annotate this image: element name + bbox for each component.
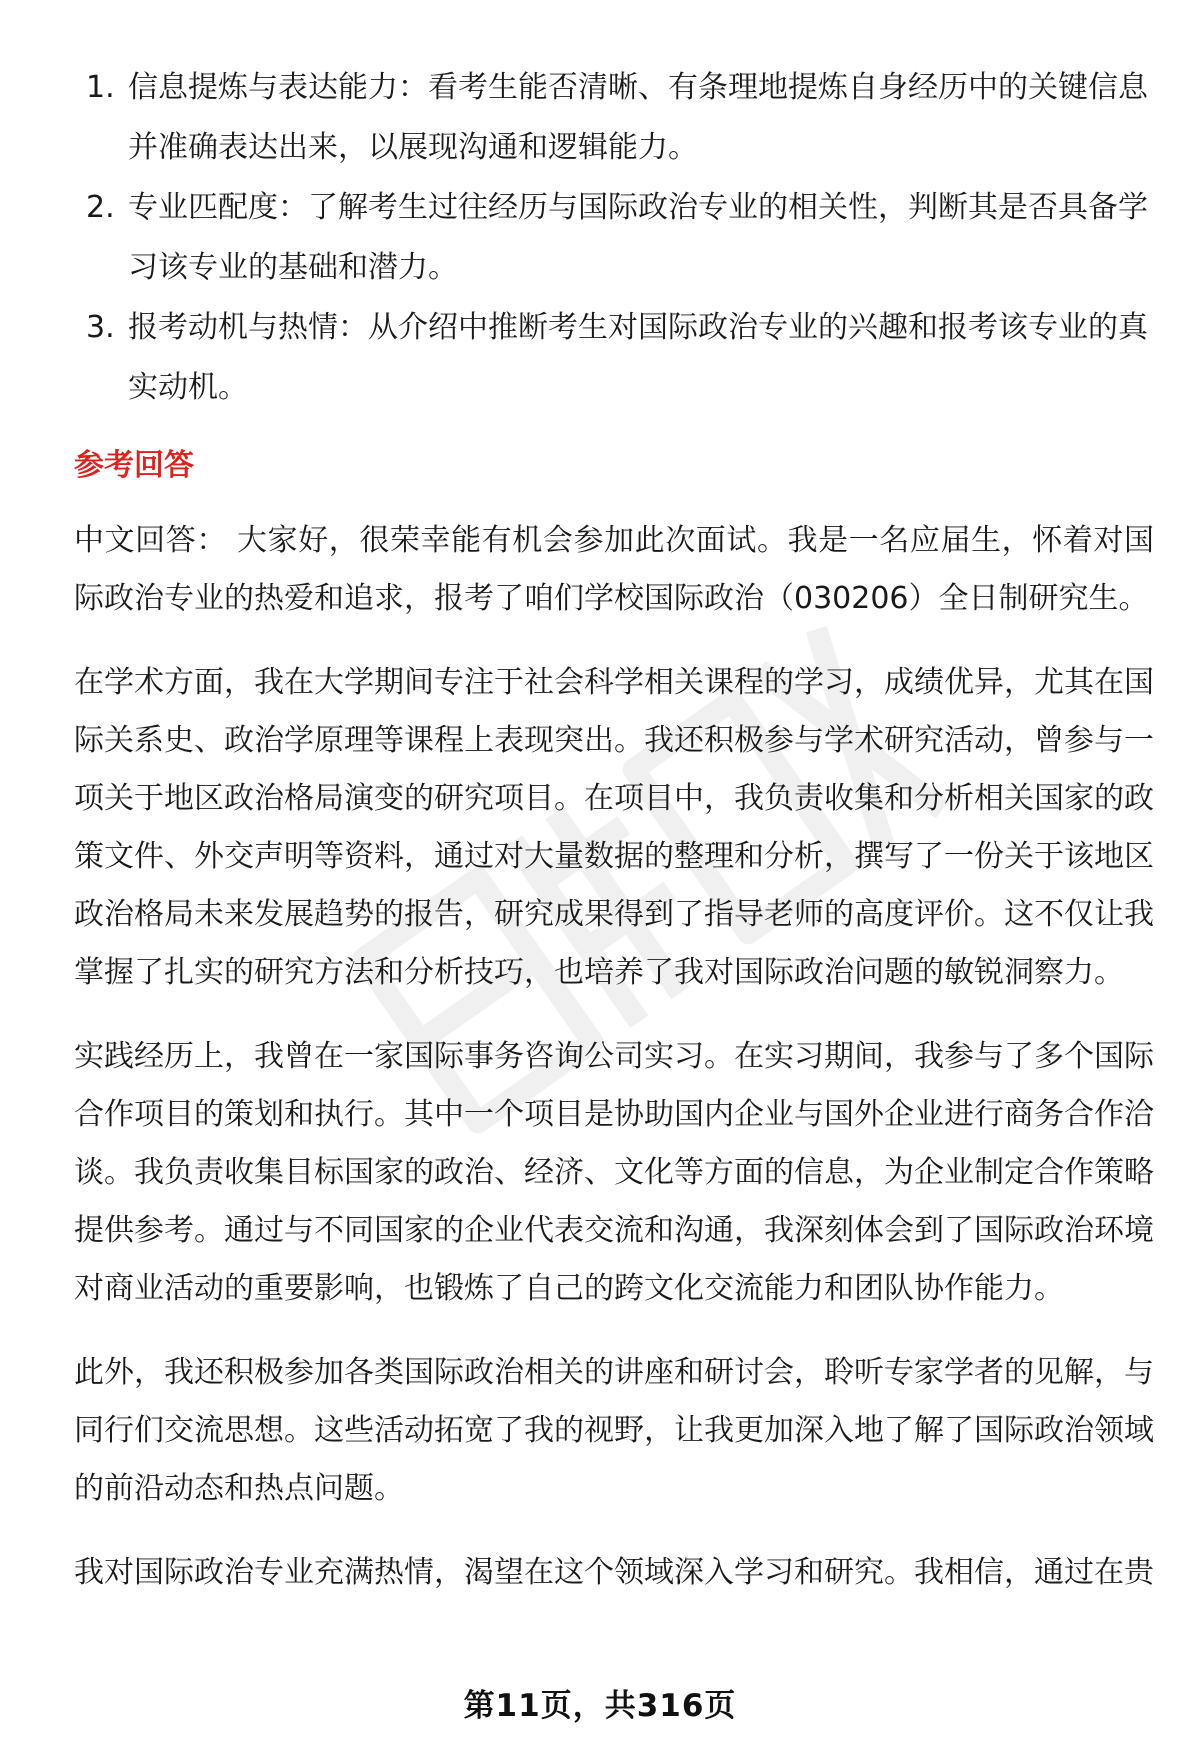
list-item (74, 178, 1154, 298)
content (74, 58, 1154, 1628)
list-item-text: 信息提炼与表达能力：看考生能否清晰、有条理地提炼自身经历中的关键信息并准确表达出来，以展现沟通和逻辑能力。 (128, 70, 1148, 165)
list-item (74, 58, 1154, 178)
list-number: 2. (86, 190, 115, 225)
list-item (74, 298, 1154, 418)
page-number: 第11页，共316页 (463, 1688, 737, 1724)
list-number: 1. (86, 70, 115, 105)
answer-paragraph: 实践经历上，我曾在一家国际事务咨询公司实习。在实习期间，我参与了多个国际合作项目的策划和执行。其中一个项目是协助国内企业与国外企业进行商务合作洽谈。我负责收集目标国家的政治、经济、文化等方面的信息，为企业制定合作策略提供参考。通过与不同国家的企业代表交流和沟通，我深刻体会到了国际政治环境对商业活动的重要影响，也锻炼了自己的跨文化交流能力和团队协作能力。 (74, 1039, 1154, 1306)
section-title: 参考回答 (74, 448, 194, 483)
list-item-text: 专业匹配度：了解考生过往经历与国际政治专业的相关性，判断其是否具备学习该专业的基础和潜力。 (128, 190, 1148, 285)
answer-paragraph: 我对国际政治专业充满热情，渴望在这个领域深入学习和研究。我相信，通过在贵 (74, 1555, 1154, 1590)
list-item-text: 报考动机与热情：从介绍中推断考生对国际政治专业的兴趣和报考该专业的真实动机。 (128, 310, 1148, 405)
criteria-list (74, 58, 1154, 418)
answer-paragraph: 中文回答： 大家好，很荣幸能有机会参加此次面试。我是一名应届生，怀着对国际政治专业的热爱和追求，报考了咱们学校国际政治（030206）全日制研究生。 (74, 523, 1154, 616)
answer-paragraph: 此外，我还积极参加各类国际政治相关的讲座和研讨会，聆听专家学者的见解，与同行们交流思想。这些活动拓宽了我的视野，让我更加深入地了解了国际政治领域的前沿动态和热点问题。 (74, 1355, 1154, 1506)
answer-paragraph: 在学术方面，我在大学期间专注于社会科学相关课程的学习，成绩优异，尤其在国际关系史、政治学原理等课程上表现突出。我还积极参与学术研究活动，曾参与一项关于地区政治格局演变的研究项目。在项目中，我负责收集和分析相关国家的政策文件、外交声明等资料，通过对大量数据的整理和分析，撰写了一份关于该地区政治格局未来发展趋势的报告，研究成果得到了指导老师的高度评价。这不仅让我掌握了扎实的研究方法和分析技巧，也培养了我对国际政治问题的敏锐洞察力。 (74, 665, 1154, 990)
list-number: 3. (86, 310, 115, 345)
